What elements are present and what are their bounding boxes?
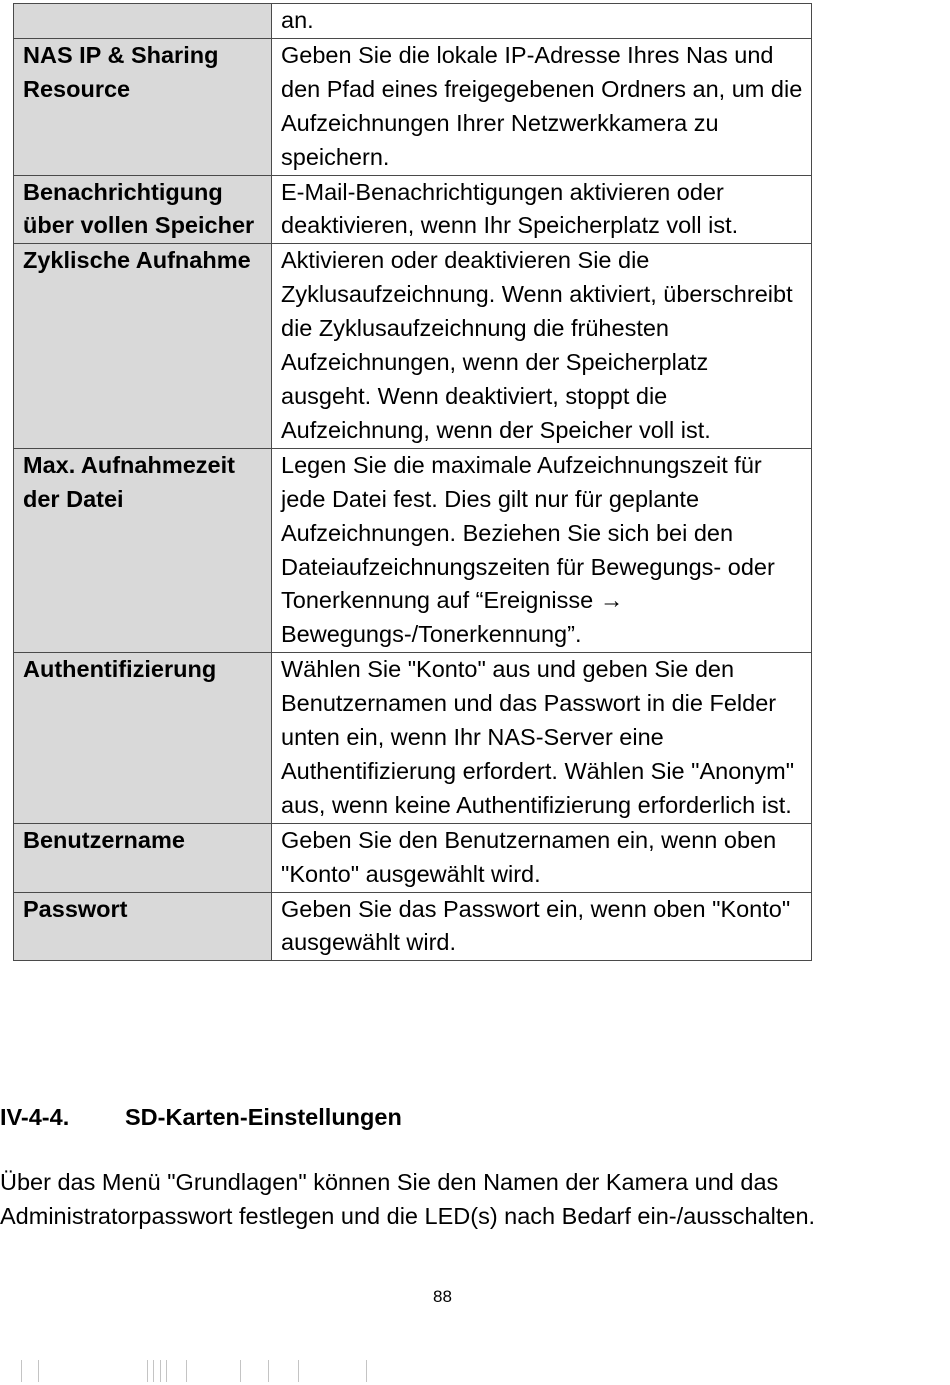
row-term: NAS IP & Sharing Resource <box>14 38 272 175</box>
row-description: Geben Sie das Passwort ein, wenn oben "Konto" ausgewählt wird. <box>272 892 812 961</box>
page-number: 88 <box>433 1287 452 1306</box>
settings-table <box>13 3 812 961</box>
row-term: Max. Aufnahmezeit der Datei <box>14 448 272 652</box>
table-row <box>14 892 812 961</box>
row-term: Passwort <box>14 892 272 961</box>
table-row <box>14 448 812 652</box>
row-term <box>14 4 272 39</box>
row-term: Zyklische Aufnahme <box>14 244 272 448</box>
row-description: an. <box>272 4 812 39</box>
row-description: Aktivieren oder deaktivieren Sie die Zyklusaufzeichnung. Wenn aktiviert, überschreibt die Zyklusaufzeichnung die frühesten Aufzeichnungen, wenn der Speicherplatz ausgeht. Wenn deaktiviert, stoppt die Aufzeichnung, wenn der Speicher voll ist. <box>272 244 812 448</box>
section-title: SD-Karten-Einstellungen <box>125 1104 402 1130</box>
section-heading <box>0 1100 402 1134</box>
row-description: Legen Sie die maximale Aufzeichnungszeit für jede Datei fest. Dies gilt nur für geplante Aufzeichnungen. Beziehen Sie sich bei den Dateiaufzeichnungszeiten für Bewegungs- oder Tonerkennung auf “Ereignisse → Bewegungs-/Tonerkennung”. <box>272 448 812 652</box>
table-row <box>14 4 812 39</box>
table-row <box>14 653 812 824</box>
section-body: Über das Menü "Grundlagen" können Sie den Namen der Kamera und das Administratorpasswort festlegen und die LED(s) nach Bedarf ein-/ausschalten. <box>0 1169 816 1229</box>
row-description: Geben Sie die lokale IP-Adresse Ihres Nas und den Pfad eines freigegebenen Ordners an, um die Aufzeichnungen Ihrer Netzwerkkamera zu speichern. <box>272 38 812 175</box>
table-row <box>14 38 812 175</box>
section-number: IV-4-4. <box>0 1104 70 1130</box>
table-row <box>14 823 812 892</box>
table-row <box>14 175 812 244</box>
row-description: Geben Sie den Benutzernamen ein, wenn oben "Konto" ausgewählt wird. <box>272 823 812 892</box>
row-term: Benutzername <box>14 823 272 892</box>
row-description: Wählen Sie "Konto" aus und geben Sie den Benutzernamen und das Passwort in die Felder unten ein, wenn Ihr NAS-Server eine Authentifizierung erfordert. Wählen Sie "Anonym" aus, wenn keine Authentifizierung erforderlich ist. <box>272 653 812 824</box>
scan-artifacts <box>0 1358 950 1385</box>
row-description: E-Mail-Benachrichtigungen aktivieren oder deaktivieren, wenn Ihr Speicherplatz voll ist. <box>272 175 812 244</box>
row-term: Authentifizierung <box>14 653 272 824</box>
row-term: Benachrichtigung über vollen Speicher <box>14 175 272 244</box>
table-row <box>14 244 812 448</box>
